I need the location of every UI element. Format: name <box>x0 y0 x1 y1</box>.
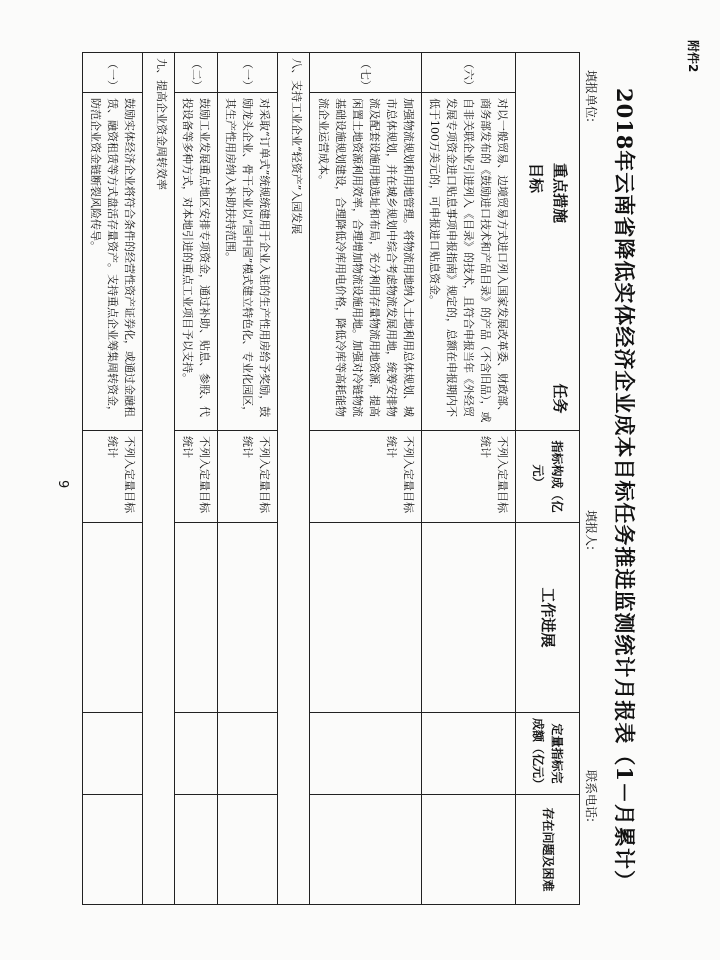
completion-cell <box>83 713 143 795</box>
indicator-composition: 不列入定量目标统计 <box>218 431 278 523</box>
row-number: （一） <box>218 53 278 93</box>
problems-cell <box>421 795 515 905</box>
progress-cell <box>421 523 515 713</box>
table-body <box>83 53 516 905</box>
report-table <box>82 52 580 905</box>
row-number: （一） <box>83 53 143 93</box>
problems-cell <box>175 795 218 905</box>
report-title: 2018年云南省降低实体经济企业成本目标任务推进监测统计月报表（1－月累计） <box>612 87 637 893</box>
completion-cell <box>218 713 278 795</box>
attachment-label: 附件2 <box>686 40 700 73</box>
task-description: 加强物流规划和用地管理。将物流用地纳入土地利用总体规划、城市总体规划，并在城乡规划中综合考虑物流发展用地，统筹安排物流及配套设施用地选址和布局，充分利用存量物流用地资源，提高闲置土地资源利用效率，合理增加物流设施用地。加强对冷链物流基础设施规划建设，合理降低冷库用电价格，降低冷库等高耗能物流企业运营成本。 <box>310 93 421 431</box>
row-number: （六） <box>421 53 515 93</box>
table-row <box>421 53 515 905</box>
indicator-composition: 不列入定量目标统计 <box>310 431 421 523</box>
header-composition: 指标构成（亿元） <box>516 431 580 523</box>
task-description: 对采取“订单式”统规统建用于企业入驻的生产性用房给予奖励，鼓励龙头企业、骨干企业以“园中园”模式建立特色化、专业化园区，其生产性用房纳入补助扶持范围。 <box>218 93 278 431</box>
completion-cell <box>175 713 218 795</box>
problems-cell <box>310 795 421 905</box>
task-description: 对以一般贸易、边境贸易方式进口列入国家发展改革委、财政部、商务部发布的《鼓励进口技术和产品目录》的产品（不含旧品），或自非关联企业引进列入《目录》的技术，且符合申报当年《外经贸发展专项资金进口贴息事项申报指南》规定的，总额在申报期内不低于100万美元的，可申报进口贴息资金。 <box>421 93 515 431</box>
header-completion: 定量指标完成额（亿元） <box>516 713 580 795</box>
filling-unit-label: 填报单位: <box>584 70 598 123</box>
header-measure-text: 重点措施 <box>550 163 569 224</box>
phone-label: 联系电话: <box>584 770 598 823</box>
problems-cell <box>218 795 278 905</box>
progress-cell <box>83 523 143 713</box>
section-title: 九、提高企业资金周转效率 <box>143 53 175 905</box>
header-measure <box>516 53 580 431</box>
indicator-composition: 不列入定量目标统计 <box>175 431 218 523</box>
row-number: （七） <box>310 53 421 93</box>
table-row <box>218 53 278 905</box>
header-task-text: 任务目标 <box>527 163 569 414</box>
table-row <box>175 53 218 905</box>
header-problems: 存在问题及困难 <box>516 795 580 905</box>
completion-cell <box>310 713 421 795</box>
table-row <box>83 53 143 905</box>
row-number: （二） <box>175 53 218 93</box>
header-progress: 工作进展 <box>516 523 580 713</box>
task-description: 鼓励实体经济企业将符合条件的经营性资产证券化，或通过金融租赁、融资租赁等方式盘活存量资产。支持重点企业筹集周转资金，防范企业资金链断裂风险传导。 <box>83 93 143 431</box>
filler-label: 填报人: <box>584 510 598 551</box>
indicator-composition: 不列入定量目标统计 <box>83 431 143 523</box>
progress-cell <box>175 523 218 713</box>
section-row <box>143 53 175 905</box>
section-row <box>278 53 310 905</box>
table-row <box>310 53 421 905</box>
progress-cell <box>218 523 278 713</box>
rotated-sheet <box>30 40 710 940</box>
progress-cell <box>310 523 421 713</box>
completion-cell <box>421 713 515 795</box>
task-description: 鼓励工业发展重点地区安排专项资金，通过补助、贴息、参股、代投设备等多种方式，对本地引进的重点工业项目予以支持。 <box>175 93 218 431</box>
page-number: 9 <box>55 480 70 489</box>
section-title: 八、支持工业企业“轻资产”入园发展 <box>278 53 310 905</box>
indicator-composition: 不列入定量目标统计 <box>421 431 515 523</box>
header-row <box>516 53 580 905</box>
problems-cell <box>83 795 143 905</box>
